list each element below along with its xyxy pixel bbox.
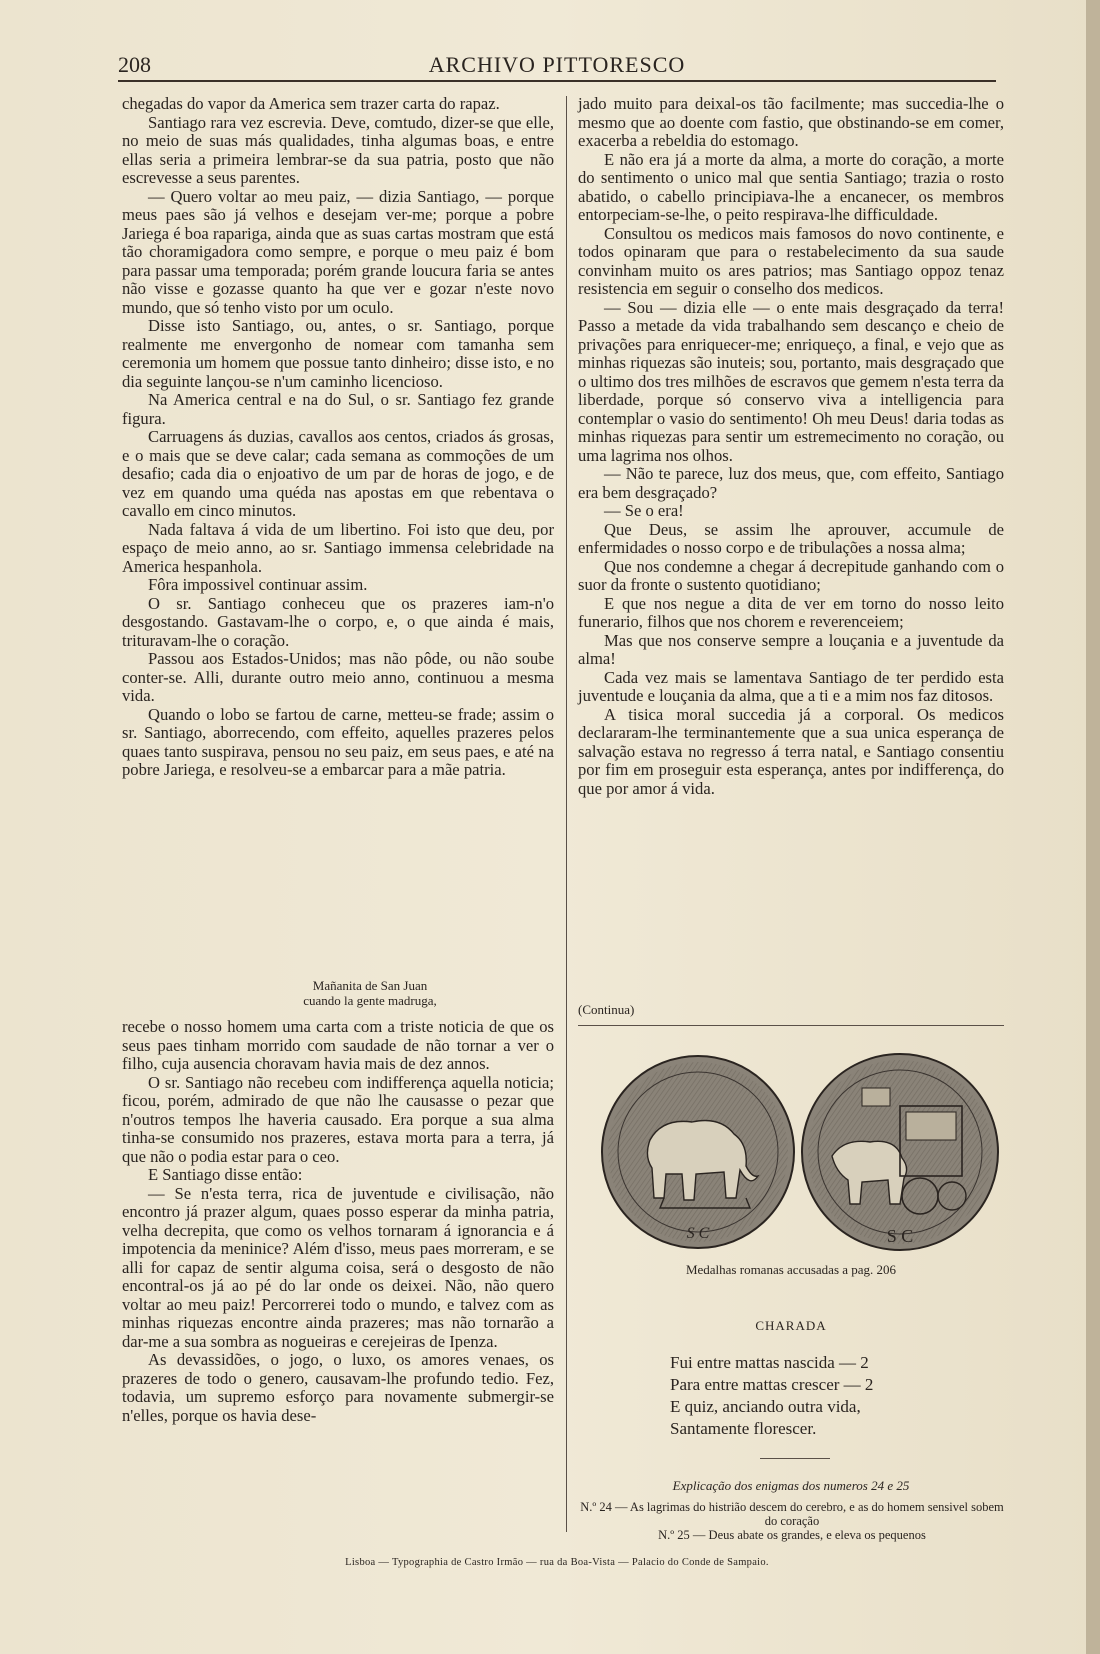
paragraph: Que Deus, se assim lhe aprouver, accumule de enfermidades o nosso corpo e de tribulações a nossa alma; [578,519,1004,557]
paragraph: Santiago rara vez escrevia. Deve, comtudo, dizer-se que elle, no meio de suas más qualidades, tinha algumas boas, e entre ellas seria a primeira lembrar-se da sua patria, posto que não escrevesse a seus parentes. [122,112,554,187]
paragraph: Carruagens ás duzias, cavallos aos centos, criados ás grosas, e o mais que se deve calar; cada semana as commoções de um desafio; cada dia o enjoativo de um par de horas de jogo, e de vez em quando uma quéda nas apostas em que rebentava o cavallo em cinco minutos. [122,427,554,520]
paragraph: O sr. Santiago não recebeu com indifferença aquella noticia; ficou, porém, admirado de que não lhe causasse o pezar que n'outros tempos lhe haveria causado. Era porque a sua alma tinha-se consumido nos prazeres, estava morta para a terra, já que não o podia estar para o ceo. [122,1072,554,1166]
paragraph: — Se n'esta terra, rica de juventude e civilisação, não encontro já prazer algum, quaes posso esperar da minha patria, velha decrepita, que como os velhos tornaram á ignorancia e á impotencia da meninice? Além d'isso, meus paes morreram, e se alli for capaz de sentir alguma coisa, será o desgosto de não encontral-os já ao pé do lar onde os deixei. Não, não quero voltar ao meu paiz! Percorrerei todo o mundo, e talvez com as minhas riquezas encontre ainda prazeres; mas não tornarão a dar-me a sua sombra as nogueiras e cerejeiras de Ipenza. [122,1183,554,1351]
paragraph: E Santiago disse então: [148,1165,303,1184]
paragraph: — Não te parece, luz dos meus, que, com effeito, Santiago era bem desgraçado? [578,464,1004,502]
column-divider [566,96,567,1532]
charada-rule [760,1458,830,1459]
left-column-top [122,95,554,780]
left-medal-legend: S C [686,1225,710,1242]
charada-line-2: Para entre mattas crescer — 2 [670,1375,874,1394]
paragraph: Disse isto Santiago, ou, antes, o sr. Santiago, porque realmente me envergonho de nomear com tamanha sem ceremonia um homem que possue tanto dinheiro; disse isto, e no dia seguinte lançou-se n'um caminho licencioso. [122,316,554,391]
page-number: 208 [118,52,151,77]
charada-line-4: Santamente florescer. [670,1419,817,1438]
section-rule [578,1025,1004,1026]
header-rule [118,80,996,82]
imprint-footer: Lisboa — Typographia de Castro Irmão — rua da Boa-Vista — Palacio do Conde de Sampaio. [345,1557,769,1568]
medals-caption: Medalhas romanas accusadas a pag. 206 [685,1262,897,1277]
charada-line-3: E quiz, anciando outra vida, [670,1397,861,1416]
paragraph: — Sou — dizia elle — o ente mais desgraçado da terra! Passo a metade da vida trabalhando sem descanço e cheio de privações para enriquecer-me; enriqueço, a final, e vejo que as minhas riquezas são inuteis; sou, portanto, mais desgraçado que o ultimo dos tres milhões de escravos que gemem n'esta terra da liberdade, porque só conservo viva a intelligencia para contemplar o vasio do sentimento! Oh meu Deus! daria todas as minhas riquezas para sentir um estremecimento no coração, ou uma lagrima nos olhos. [578,297,1004,465]
spanish-quote [250,978,490,1008]
roman-medals-illustration [600,1048,1002,1258]
paragraph: Quando o lobo se fartou de carne, metteu-se frade; assim o sr. Santiago, aborrecendo, com effeito, aquelles prazeres pelos quaes tanto suspirava, pensou no seu paiz, em seus paes, e até na pobre Jariega, e resolveu-se a embarcar para a mãe patria. [122,704,554,779]
paragraph: Mas que nos conserve sempre a louçania e a juventude da alma! [578,630,1004,668]
charada-title: CHARADA [755,1318,827,1333]
paragraph: Na America central e na do Sul, o sr. Santiago fez grande figura. [122,390,554,428]
paragraph: E não era já a morte da alma, a morte do coração, a morte do sentimento o unico mal que sentia Santiago; trazia o rosto abatido, o cabello principiava-lhe a encanecer, os membros entorpeciam-se-lhe, o peito respirava-lhe difficuldade. [578,149,1004,224]
paragraph: O sr. Santiago conheceu que os prazeres iam-n'o desgostando. Gastavam-lhe o corpo, e, o que ainda é mais, trituravam-lhe o coração. [122,593,554,650]
paragraph: jado muito para deixal-os tão facilmente; mas succedia-lhe o mesmo que ao doente com fastio, que obstinando-se em comer, exacerba a rebeldia do estomago. [578,94,1004,150]
continua-note: (Continua) [578,1002,635,1017]
enigma-answer-25: N.º 25 — Deus abate os grandes, e eleva os pequenos [658,1528,926,1542]
enigma-answer-24: N.º 24 — As lagrimas do histrião descem do cerebro, e as do homem sensivel sobem do coração [580,1500,1004,1528]
paragraph: chegadas do vapor da America sem trazer carta do rapaz. [122,94,500,113]
paragraph: Passou aos Estados-Unidos; mas não pôde, ou não soube conter-se. Alli, durante outro meio anno, continuou a mesma vida. [122,649,554,705]
quote-line-1: Mañanita de San Juan [312,978,428,993]
paragraph: E que nos negue a dita de ver em torno do nosso leito funerario, filhos que nos chorem e reverenceiem; [578,593,1004,631]
quote-line-2: cuando la gente madruga, [303,993,437,1008]
charada-verse [670,1352,873,1440]
paragraph: Fôra impossivel continuar assim. [148,575,368,594]
left-medal [602,1056,794,1248]
medals-engraving [600,1048,1002,1258]
journal-title: ARCHIVO PITTORESCO [428,52,686,77]
paragraph: Cada vez mais se lamentava Santiago de ter perdido esta juventude e louçania da alma, que a ti e a mim nos faz ditosos. [578,667,1004,705]
paragraph: Consultou os medicos mais famosos do novo continente, e todos opinaram que para o restabelecimento da sua saude convinham muito os ares patrios; mas Santiago oppoz tenaz resistencia em seguir o conselho dos medicos. [578,223,1004,298]
paragraph: recebe o nosso homem uma carta com a triste noticia de que os seus paes tinham morrido com saudade de não tornar a ver o filho, cuja ausencia choravam havia mais de dez annos. [122,1017,554,1073]
paragraph: A tisica moral succedia já a corporal. Os medicos declararam-lhe terminantemente que a sua unica esperança de salvação estava no regresso á terra natal, e Santiago consentiu por fim em proseguir esta esperança, antes por indifferença, do que por amor á vida. [578,704,1004,798]
enigmas-title: Explicação dos enigmas dos numeros 24 e 25 [672,1478,910,1493]
enigmas-answers [580,1500,1004,1542]
left-column-bottom [122,1018,554,1425]
paragraph: — Se o era! [604,501,684,520]
paragraph: Nada faltava á vida de um libertino. Foi isto que deu, por espaço de meio anno, ao sr. Santiago immensa celebridade na America hespanhola. [122,519,554,576]
page-edge [1086,0,1100,1654]
charada-line-1: Fui entre mattas nascida — 2 [670,1353,869,1372]
right-medal-legend: S C [886,1226,914,1246]
paragraph: Que nos condemne a chegar á decrepitude ganhando com o suor da fronte o sustento quotidiano; [578,556,1004,594]
right-column-top [578,95,1004,798]
page-header [118,52,996,82]
paragraph: — Quero voltar ao meu paiz, — dizia Santiago, — porque meus paes são já velhos e desejam ver-me; porque a pobre Jariega é boa rapariga, ainda que as suas cartas mostram que está tão choramigadora como sempre, e porque o meu paiz é bom para passar uma temporada; porém grande loucura faria se antes não visse e gozasse quanto ha que ver e gozar n'este novo mundo, que só tenho visto por um oculo. [122,186,554,317]
paragraph: As devassidões, o jogo, o luxo, os amores venaes, os prazeres de todo o genero, causavam-lhe profundo tedio. Fez, todavia, um supremo esforço para novamente submergir-se n'elles, porque os havia dese- [122,1350,554,1425]
right-medal [802,1054,998,1250]
